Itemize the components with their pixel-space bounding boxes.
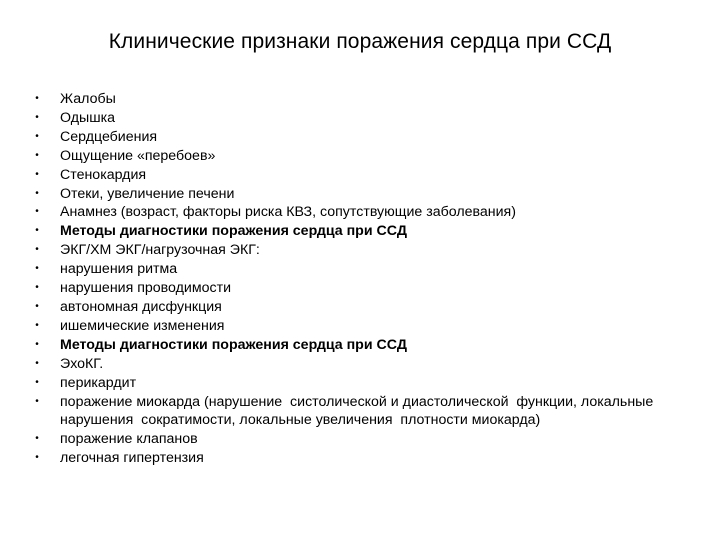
bullet-icon: • xyxy=(35,149,39,161)
bullet-icon: • xyxy=(35,376,39,388)
list-item-text: Методы диагностики поражения сердца при ССД xyxy=(60,336,407,353)
list-item-text: поражение клапанов xyxy=(60,431,198,448)
bullet-icon: • xyxy=(35,187,39,199)
list-item-text: ишемические изменения xyxy=(60,317,225,334)
list-item-text: нарушения ритма xyxy=(60,261,178,278)
list-item-text: ЭхоКГ. xyxy=(60,355,104,372)
list-item xyxy=(30,147,690,166)
list-item-text: Методы диагностики поражения сердца при ССД xyxy=(60,223,407,240)
list-item xyxy=(30,298,690,317)
bullet-icon: • xyxy=(35,263,39,275)
list-item xyxy=(30,374,690,393)
bullet-icon: • xyxy=(35,395,39,407)
bullet-icon: • xyxy=(35,433,39,445)
list-item xyxy=(30,449,690,468)
list-item xyxy=(30,317,690,336)
list-item xyxy=(30,355,690,374)
list-item-text: легочная гипертензия xyxy=(60,450,204,467)
list-item xyxy=(30,336,690,355)
list-item xyxy=(30,185,690,204)
list-item xyxy=(30,260,690,279)
list-item-text: Одышка xyxy=(60,109,115,126)
list-item-text: перикардит xyxy=(60,374,137,391)
bullet-icon: • xyxy=(35,111,39,123)
bullet-icon: • xyxy=(35,168,39,180)
list-item xyxy=(30,109,690,128)
list-item-text: ЭКГ/ХМ ЭКГ/нагрузочная ЭКГ: xyxy=(60,242,260,259)
bullet-icon: • xyxy=(35,206,39,218)
list-item xyxy=(30,279,690,298)
bullet-icon: • xyxy=(35,244,39,256)
list-item-text: Стенокардия xyxy=(60,166,147,183)
slide-title: Клинические признаки поражения сердца при ССД xyxy=(108,30,612,53)
list-item-text: Сердцебиения xyxy=(60,128,158,145)
list-item xyxy=(30,166,690,185)
bullet-icon: • xyxy=(35,282,39,294)
bullet-icon: • xyxy=(35,130,39,142)
bullet-icon: • xyxy=(35,300,39,312)
list-item xyxy=(30,90,690,109)
bullet-icon: • xyxy=(35,357,39,369)
bullet-icon: • xyxy=(35,93,39,104)
list-item-text: Ощущение «перебоев» xyxy=(60,147,216,164)
list-item-text: Отеки, увеличение печени xyxy=(60,185,235,202)
list-item xyxy=(30,430,690,449)
list-item xyxy=(30,241,690,260)
list-item xyxy=(30,393,690,431)
list-item-text: Жалобы xyxy=(60,91,116,107)
list-item-text: поражение миокарда (нарушение систолической и диастолической функции, локальные нарушения сократимости, локальные увеличения плотности миокарда) xyxy=(60,393,658,429)
list-item xyxy=(30,128,690,147)
bullet-icon: • xyxy=(35,452,39,464)
bullet-icon: • xyxy=(35,225,39,237)
list-item-text: автономная дисфункция xyxy=(60,298,222,315)
bullet-list xyxy=(30,90,690,468)
list-item-text: нарушения проводимости xyxy=(60,280,231,297)
list-item-text: Анамнез (возраст, факторы риска КВЗ, сопутствующие заболевания) xyxy=(60,204,516,221)
list-item xyxy=(30,222,690,241)
list-item xyxy=(30,203,690,222)
bullet-icon: • xyxy=(35,319,39,331)
bullet-icon: • xyxy=(35,338,39,350)
